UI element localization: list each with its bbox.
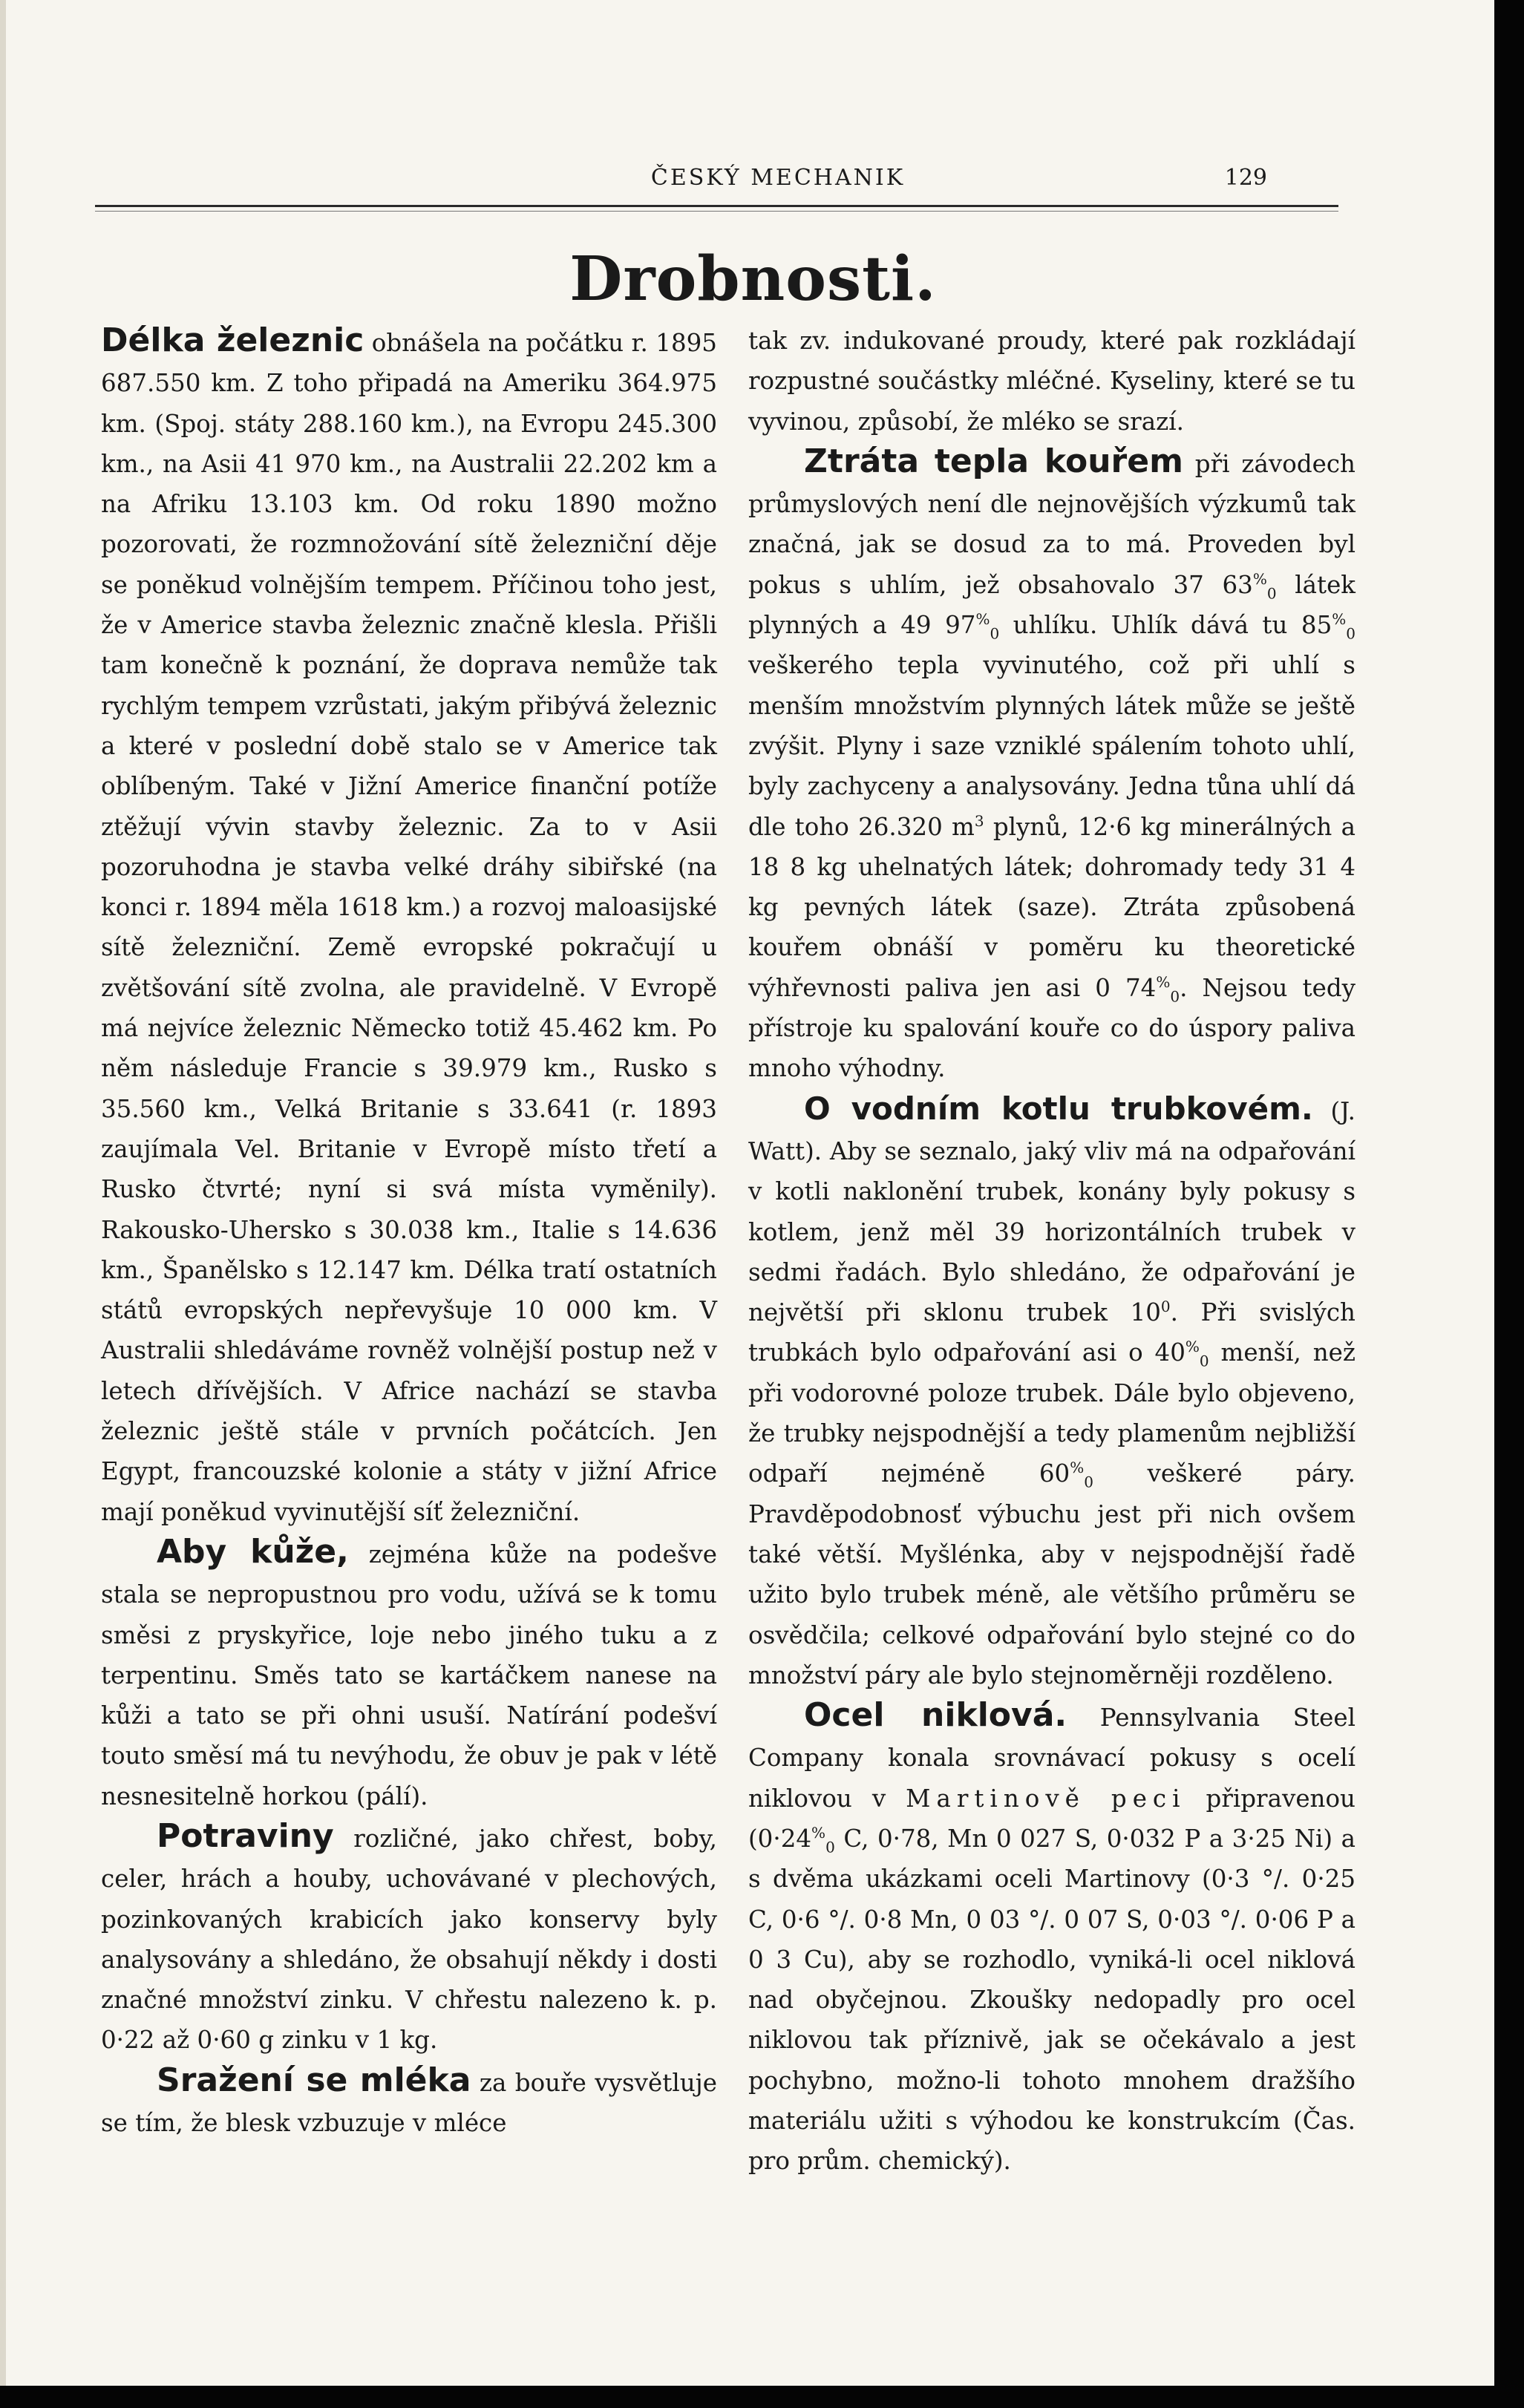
- article-srazeni: [101, 2061, 717, 2144]
- article-heading: Potraviny: [157, 1816, 334, 1855]
- article-heading: Délka železnic: [101, 321, 364, 359]
- degree-sup: 0: [1160, 1298, 1171, 1316]
- page-number: 129: [1224, 165, 1267, 191]
- article-text: menší, než při vodorovné poloze trubek. Dále bylo objeveno, že trubky nejspodnější a tedy plamenům nejbližší odpaří nejméně 60: [748, 1338, 1356, 1488]
- percent-sup: %: [975, 610, 990, 629]
- left-column: [101, 321, 717, 2143]
- percent-sub: 0: [825, 1838, 835, 1856]
- article-text: látek plynných a 49 97: [748, 570, 1355, 640]
- section-title: Drobnosti.: [569, 243, 937, 315]
- article-text: Aby se seznalo, jaký vliv má na odpařování v kotli naklonění trubek, konány byly pokusy s kotlem, jenž měl 39 horizontálních trubek v sedmi řadách. Bylo shledáno, že odpařování je největší při sklonu trubek 10: [748, 1136, 1355, 1327]
- article-potraviny: [101, 1816, 717, 2061]
- article-text: za bouře vysvětluje se tím, že blesk vzbuzuje v mléce: [101, 2068, 717, 2138]
- percent-sup: %: [811, 1824, 826, 1842]
- header-rule-thin: [95, 211, 1338, 212]
- percent-sup: %: [1156, 972, 1171, 991]
- percent-sup: %: [1252, 569, 1267, 588]
- article-heading: Ocel niklová.: [804, 1696, 1067, 1735]
- article-heading: Aby kůže,: [157, 1532, 349, 1571]
- percent-sup: %: [1185, 1338, 1200, 1356]
- article-text: připravenou (0·24: [748, 1784, 1355, 1853]
- article-srazeni-continued: [748, 321, 1355, 442]
- article-text: uhlíku. Uhlík dává tu 85: [1013, 611, 1332, 640]
- spaced-text: Martinově peci: [906, 1784, 1186, 1813]
- article-text: Pennsylvania Steel Company konala srovnávací pokusy s ocelí niklovou v: [748, 1704, 1355, 1813]
- article-text: . Při svislých trubkách bylo odpařování asi o 40: [748, 1298, 1355, 1367]
- article-text: plynů, 12·6 kg minerálných a 18 8 kg uhelnatých látek; dohromady tedy 31 4 kg pevných látek (saze). Ztráta způsobená kouřem obnáší v poměru ku theoretické výhřevnosti paliva jen asi 0 74: [748, 812, 1355, 1002]
- article-ztrata: [748, 442, 1355, 1089]
- header-rule: [95, 205, 1338, 207]
- article-heading: Ztráta tepla kouřem: [804, 442, 1183, 480]
- article-kotel: [748, 1089, 1355, 1695]
- percent-sub: 0: [1170, 987, 1180, 1006]
- article-text: při závodech průmyslových není dle nejnovějších výzkumů tak značná, jak se dosud za to má. Proveden byl pokus s uhlím, jež obsahovalo 37 63: [748, 449, 1355, 599]
- article-text: veškerého tepla vyvinutého, což při uhlí s menším množstvím plynných látek může se ještě zvýšit. Plyny i saze vzniklé spálením tohoto uhlí, byly zachyceny a analysovány. Jedna tůna uhlí dá dle toho 26.320 m: [748, 651, 1355, 841]
- article-ocel: [748, 1695, 1355, 2182]
- cube-sup: 3: [974, 811, 984, 830]
- percent-sup: %: [1070, 1459, 1085, 1477]
- article-text: . Nejsou tedy přístroje ku spalování kouře co do úspory paliva mnoho výhodny.: [748, 973, 1355, 1083]
- running-header-title: ČESKÝ MECHANIK: [650, 165, 906, 191]
- article-text: zejména kůže na podešve stala se nepropustnou pro vodu, užívá se k tomu směsi z pryskyřice, loje nebo jiného tuku a z terpentinu. Směs tato se kartáčkem nanese na kůži a tato se při ohni usuší. Natírání podešví touto směsí má tu nevýhodu, že obuv je pak v létě nesnesitelně horkou (pálí).: [101, 1540, 717, 1810]
- percent-sub: 0: [990, 624, 1000, 643]
- article-text: tak zv. indukované proudy, které pak rozkládají rozpustné součástky mléčné. Kyseliny, které se tu vyvinou, způsobí, že mléko se srazí.: [748, 327, 1355, 436]
- article-kuze: [101, 1532, 717, 1816]
- percent-sub: 0: [1199, 1352, 1209, 1370]
- percent-sup: %: [1332, 610, 1347, 629]
- article-author: (J. Watt).: [748, 1096, 1355, 1165]
- article-delka: [101, 321, 717, 1532]
- article-text: rozličné, jako chřest, boby, celer, hrách a houby, uchovávané v plechových, pozinkovaných krabicích jako konservy byly analysovány a shledáno, že obsahují někdy i dosti značné množství zinku. V chřestu nalezeno k. p. 0·22 až 0·60 g zinku v 1 kg.: [101, 1824, 717, 2055]
- percent-sub: 0: [1346, 624, 1355, 643]
- article-heading: Sražení se mléka: [157, 2061, 471, 2099]
- article-heading: O vodním kotlu trubkovém.: [804, 1090, 1313, 1127]
- right-column: [748, 321, 1355, 2182]
- percent-sub: 0: [1266, 584, 1277, 603]
- article-text: C, 0·78, Mn 0 027 S, 0·032 P a 3·25 Ni) a s dvěma ukázkami oceli Martinovy (0·3 °/. 0·25 C, 0·6 °/. 0·8 Mn, 0 03 °/. 0 07 S, 0·03 °/. 0·06 P a 0 3 Cu), aby se rozhodlo, vyniká-li ocel niklová nad obyčejnou. Zkoušky nedopadly pro ocel niklovou tak příznivě, jak se očekávalo a jest pochybno, možno-li tohoto mnohem dražšího materiálu užiti s výhodou ke konstrukcím (Čas. pro prům. chemický).: [748, 1824, 1356, 2176]
- article-text: obnášela na počátku r. 1895 687.550 km. Z toho připadá na Ameriku 364.975 km. (Spoj. státy 288.160 km.), na Evropu 245.300 km., na Asii 41 970 km., na Australii 22.202 km a na Afriku 13.103 km. Od roku 1890 možno pozorovati, že rozmnožování sítě železniční děje se poněkud volnějším tempem. Příčinou toho jest, že v Americe stavba železnic značně klesla. Přišli tam konečně k poznání, že doprava nemůže tak rychlým tempem vzrůstati, jakým přibývá železnic a které v poslední době stalo se v Americe tak oblíbeným. Také v Jižní Americe finanční potíže ztěžují vývin stavby železnic. Za to v Asii pozoruhodna je stavba velké dráhy sibiřské (na konci r. 1894 měla 1618 km.) a rozvoj maloasijské sítě železniční. Země evropské pokračují u zvětšování sítě zvolna, ale pravidelně. V Evropě má nejvíce železnic Německo totiž 45.462 km. Po něm následuje Francie s 39.979 km., Rusko s 35.560 km., Velká Britanie s 33.641 (r. 1893 zaujímala Vel. Britanie v Evropě místo třetí a Rusko čtvrté; nyní si svá místa vyměnily). Rakousko-Uhersko s 30.038 km., Italie s 14.636 km., Španělsko s 12.147 km. Délka tratí ostatních států evropských nepřevyšuje 10 000 km. V Australii shledáváme rovněž volnější postup než v letech dřívějších. V Africe nachází se stavba železnic ještě stále v prvních počátcích. Jen Egypt, francouzské kolonie a státy v jižní Africe mají poněkud vyvinutější síť železniční.: [101, 329, 717, 1526]
- percent-sub: 0: [1084, 1473, 1093, 1491]
- article-text: veškeré páry. Pravděpodobnosť výbuchu jest při nich ovšem také větší. Myšlénka, aby v nejspodnější řadě užito bylo trubek méně, ale většího průměru se osvědčila; celkové odpařování bylo stejné co do množství páry ale bylo stejnoměrněji rozděleno.: [748, 1459, 1355, 1689]
